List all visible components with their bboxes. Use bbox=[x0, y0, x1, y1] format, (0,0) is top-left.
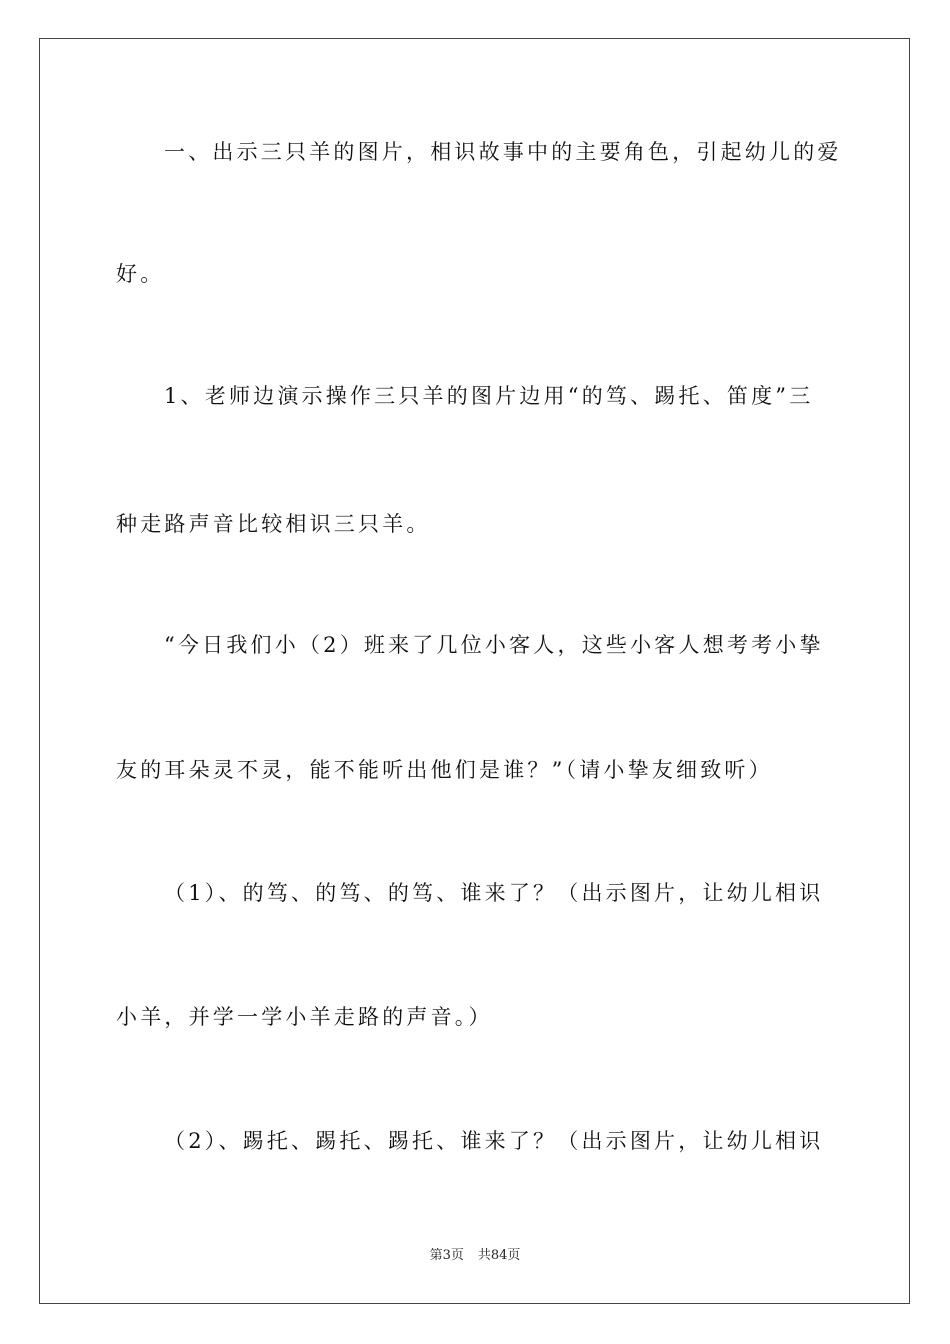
paragraph-line: 一、出示三只羊的图片，相识故事中的主要角色，引起幼儿的爱 bbox=[164, 140, 842, 164]
paragraph-line: 友的耳朵灵不灵，能不能听出他们是谁？”（请小挚友细致听） bbox=[116, 758, 773, 782]
paragraph-line: 种走路声音比较相识三只羊。 bbox=[116, 512, 431, 536]
page-total: 共84页 bbox=[477, 1248, 521, 1263]
paragraph-line: （2）、踢托、踢托、踢托、谁来了？（出示图片，让幼儿相识 bbox=[164, 1129, 824, 1153]
paragraph-line: 1、老师边演示操作三只羊的图片边用“的笃、踢托、笛度”三 bbox=[164, 384, 814, 408]
paragraph-line: “今日我们小（2）班来了几位小客人，这些小客人想考考小挚 bbox=[164, 633, 824, 657]
paragraph-line: 好。 bbox=[116, 262, 165, 286]
paragraph-line: 小羊，并学一学小羊走路的声音。） bbox=[116, 1005, 493, 1029]
page-frame bbox=[39, 38, 910, 1304]
page-number: 第3页 bbox=[429, 1248, 464, 1263]
paragraph-line: （1）、的笃、的笃、的笃、谁来了？（出示图片，让幼儿相识 bbox=[164, 881, 824, 905]
page-footer bbox=[0, 1247, 950, 1265]
